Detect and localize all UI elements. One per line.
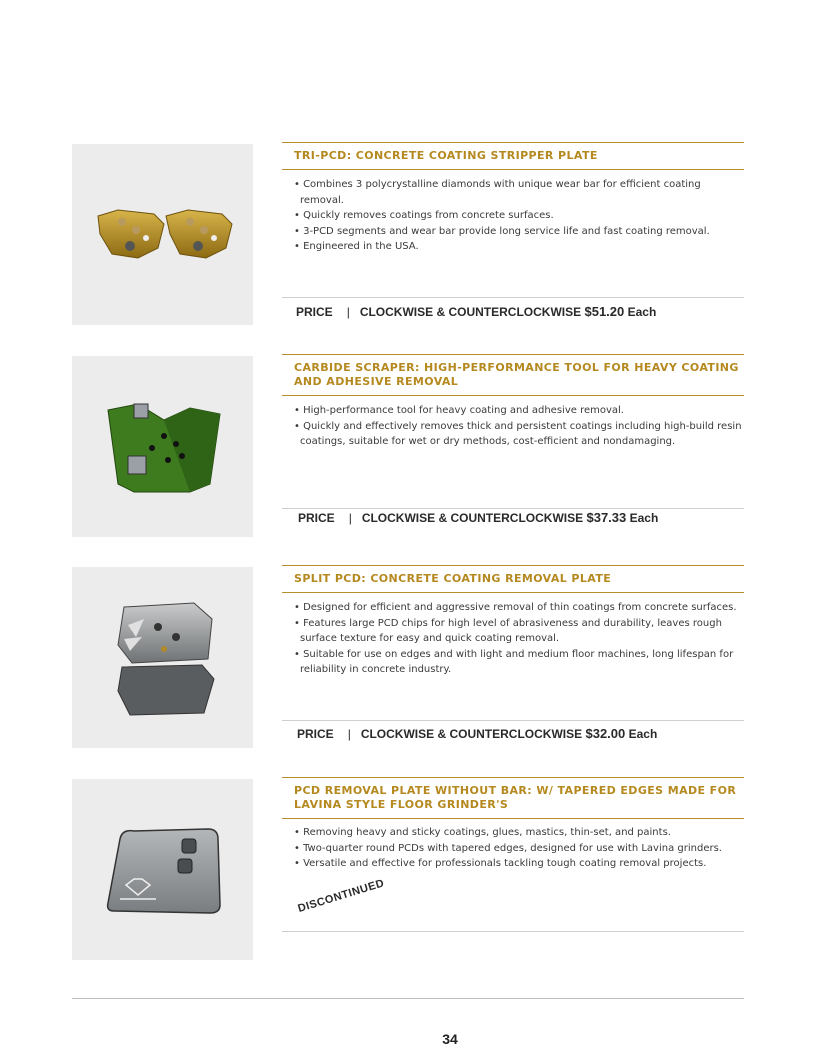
- feature-item: • Designed for efficient and aggressive removal of thin coatings from concrete surfaces.: [294, 600, 744, 616]
- feature-item: • Features large PCD chips for high level of abrasiveness and durability, leaves rough surface texture for easy and quick coating removal.: [294, 616, 744, 647]
- feature-item: • Engineered in the USA.: [294, 239, 744, 255]
- product-title: PCD REMOVAL PLATE WITHOUT BAR: W/ TAPERED EDGES MADE FOR LAVINA STYLE FLOOR GRINDER'S: [282, 777, 744, 819]
- price-direction: CLOCKWISE & COUNTERCLOCKWISE: [360, 727, 583, 741]
- price-label: PRICE: [297, 727, 334, 741]
- discontinued-stamp: DISCONTINUED: [296, 877, 386, 915]
- price-unit: Each: [628, 727, 658, 741]
- product-card: [72, 567, 744, 748]
- price-separator: |: [346, 305, 350, 319]
- product-photo: [72, 779, 253, 960]
- price-direction: CLOCKWISE & COUNTERCLOCKWISE: [359, 305, 582, 319]
- product-title: TRI-PCD: CONCRETE COATING STRIPPER PLATE: [282, 142, 744, 170]
- price-row: [298, 510, 658, 525]
- feature-item: • Quickly removes coatings from concrete surfaces.: [294, 208, 744, 224]
- product-photo: [72, 567, 253, 748]
- price-label: PRICE: [298, 511, 335, 525]
- feature-item: • High-performance tool for heavy coating and adhesive removal.: [294, 403, 744, 419]
- price-label: PRICE: [296, 305, 333, 319]
- silver-pcd-plate-no-bar-icon: [72, 779, 253, 960]
- product-card: [72, 356, 744, 537]
- feature-item: • Combines 3 polycrystalline diamonds with unique wear bar for efficient coating removal.: [294, 177, 744, 208]
- price-direction: CLOCKWISE & COUNTERCLOCKWISE: [361, 511, 584, 525]
- footer-divider: [72, 998, 744, 999]
- feature-item: • 3-PCD segments and wear bar provide long service life and fast coating removal.: [294, 224, 744, 240]
- feature-item: • Removing heavy and sticky coatings, glues, mastics, thin-set, and paints.: [294, 825, 744, 841]
- divider: [282, 720, 744, 721]
- price-row: [297, 726, 657, 741]
- feature-item: • Two-quarter round PCDs with tapered edges, designed for use with Lavina grinders.: [294, 841, 744, 857]
- divider: [282, 508, 744, 509]
- divider: [282, 931, 744, 932]
- feature-item: • Suitable for use on edges and with light and medium floor machines, long lifespan for reliability in concrete industry.: [294, 647, 744, 678]
- product-photo: [72, 356, 253, 537]
- silver-split-pcd-plates-icon: [72, 567, 253, 748]
- price-unit: Each: [629, 511, 659, 525]
- gold-tri-pcd-plates-icon: [72, 144, 253, 325]
- page-number: 34: [442, 1031, 458, 1047]
- price-separator: |: [348, 511, 352, 525]
- divider: [282, 297, 744, 298]
- feature-list: [294, 177, 744, 255]
- product-title: CARBIDE SCRAPER: HIGH-PERFORMANCE TOOL FOR HEAVY COATING AND ADHESIVE REMOVAL: [282, 354, 744, 396]
- price-separator: |: [347, 727, 351, 741]
- price-amount: $32.00: [585, 726, 626, 741]
- product-title: SPLIT PCD: CONCRETE COATING REMOVAL PLATE: [282, 565, 744, 593]
- product-photo: [72, 144, 253, 325]
- green-carbide-scraper-icon: [72, 356, 253, 537]
- price-amount: $51.20: [584, 304, 625, 319]
- feature-item: • Versatile and effective for professionals tackling tough coating removal projects.: [294, 856, 744, 872]
- product-card: [72, 779, 744, 960]
- feature-item: • Quickly and effectively removes thick and persistent coatings including high-build resin coatings, suitable for wet or dry methods, cost-efficient and nondamaging.: [294, 419, 744, 450]
- feature-list: [294, 600, 744, 678]
- feature-list: [294, 825, 744, 872]
- price-row: [296, 304, 656, 319]
- price-unit: Each: [627, 305, 657, 319]
- product-card: [72, 144, 744, 325]
- feature-list: [294, 403, 744, 450]
- price-amount: $37.33: [586, 510, 627, 525]
